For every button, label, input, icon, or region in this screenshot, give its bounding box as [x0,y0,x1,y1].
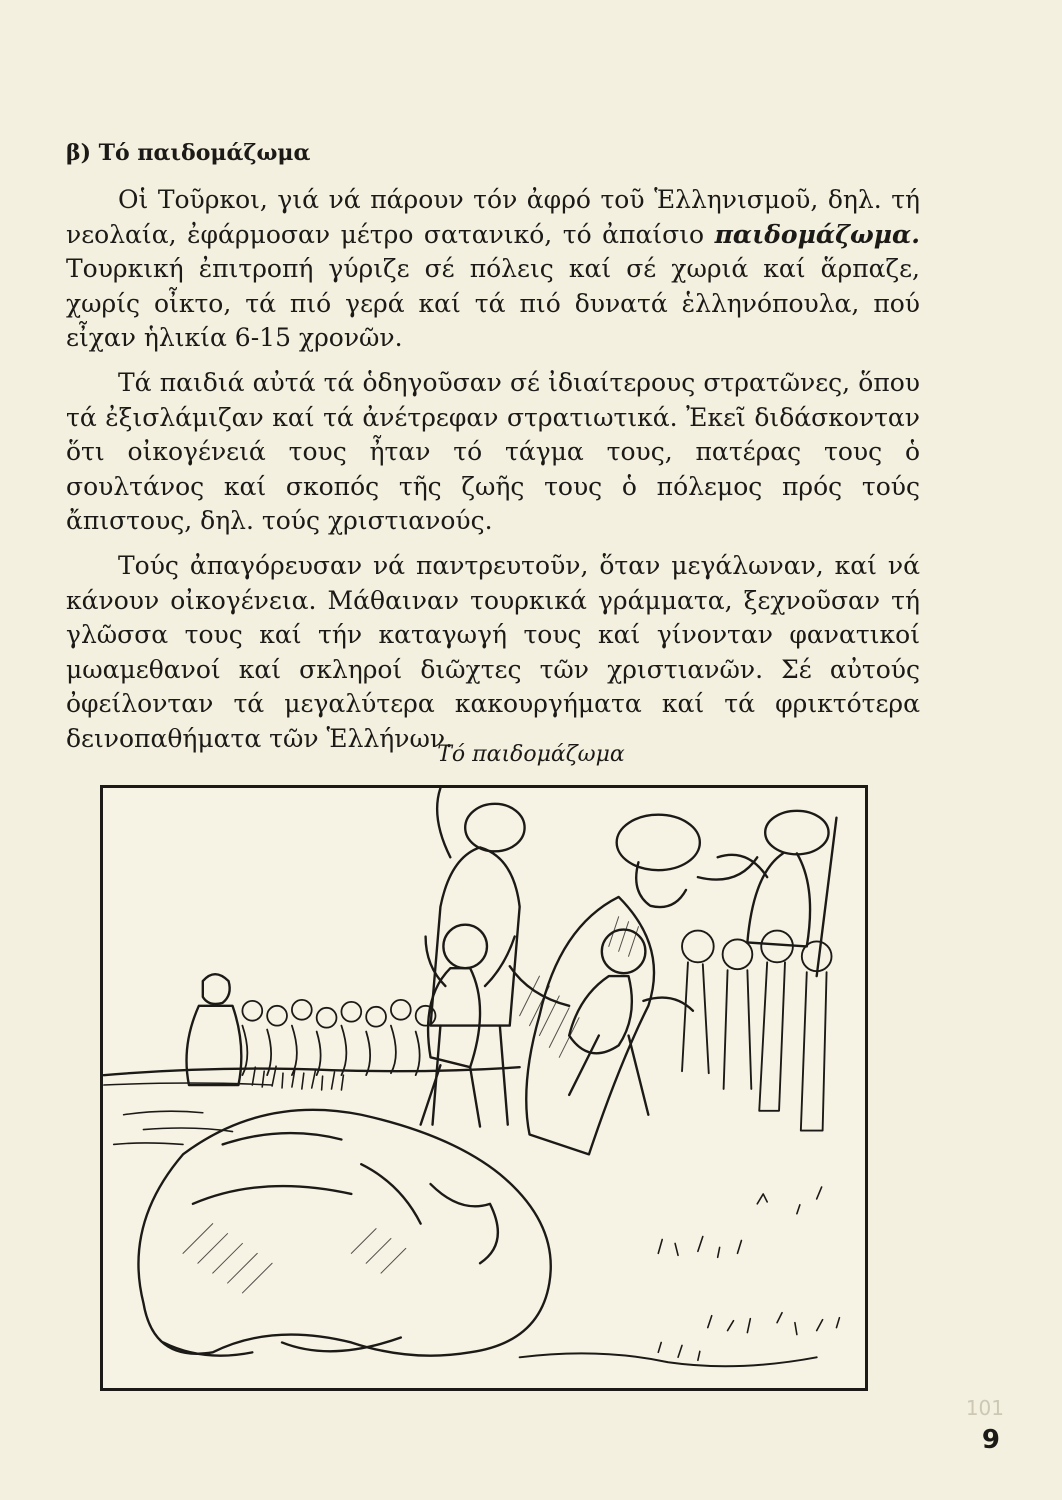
page-number: 9 [981,1425,1000,1455]
body-text [66,183,920,767]
illustration-drawing [103,788,865,1388]
illustration-devshirme [100,785,868,1391]
paragraph-1-end: Τουρκική ἐπιτροπή γύριζε σέ πόλεις καί σέ χωριά καί ἅρπαζε, χωρίς οἶκτο, τά πιό γερά καί τά πιό δυνατά ἑλληνόπουλα, πού εἶχαν ἡλικία 6-15 χρονῶν. [66,254,920,353]
paragraph-1-start: Οἱ Τοῦρκοι, γιά νά πάρουν τόν ἀφρό τοῦ Ἑλληνισμοῦ, δηλ. τή νεολαία, ἐφάρμοσαν μέτρο σατανικό, τό ἀπαίσιο [66,185,920,249]
paragraph-1 [66,183,920,356]
emphasized-term: παιδομάζωμα. [714,219,920,249]
paragraph-3: Τούς ἀπαγόρευσαν νά παντρευτοῦν, ὅταν μεγάλωναν, καί νά κάνουν οἰκογένεια. Μάθαιναν τουρκικά γράμματα, ξεχνοῦσαν τή γλῶσσα τους καί τήν καταγωγή τους καί γίνονταν φανατικοί μωαμεθανοί καί σκληροί διῶχτες τῶν χριστιανῶν. Σέ αὐτούς ὀφείλονταν τά μεγαλύτερα κακουργήματα καί τά φρικτότερα δεινοπαθήματα τῶν Ἑλλήνων. [66,550,920,753]
section-heading: β) Τό παιδομάζωμα [66,140,311,166]
figure-caption: Τό παιδομάζωμα [437,742,625,767]
paragraph-2: Τά παιδιά αὐτά τά ὁδηγοῦσαν σέ ἰδιαίτερους στρατῶνες, ὅπου τά ἐξισλάμιζαν καί τά ἀνέτρεφαν στρατιωτικά. Ἐκεῖ διδάσκονταν ὅτι οἰκογένειά τους ἦταν τό τάγμα τους, πατέρας τους ὁ σουλτάνος καί σκοπός τῆς ζωῆς τους ὁ πόλεμος πρός τούς ἄπιστους, δηλ. τούς χριστιανούς. [66,367,920,536]
faded-page-number: 101 [965,1396,1004,1420]
